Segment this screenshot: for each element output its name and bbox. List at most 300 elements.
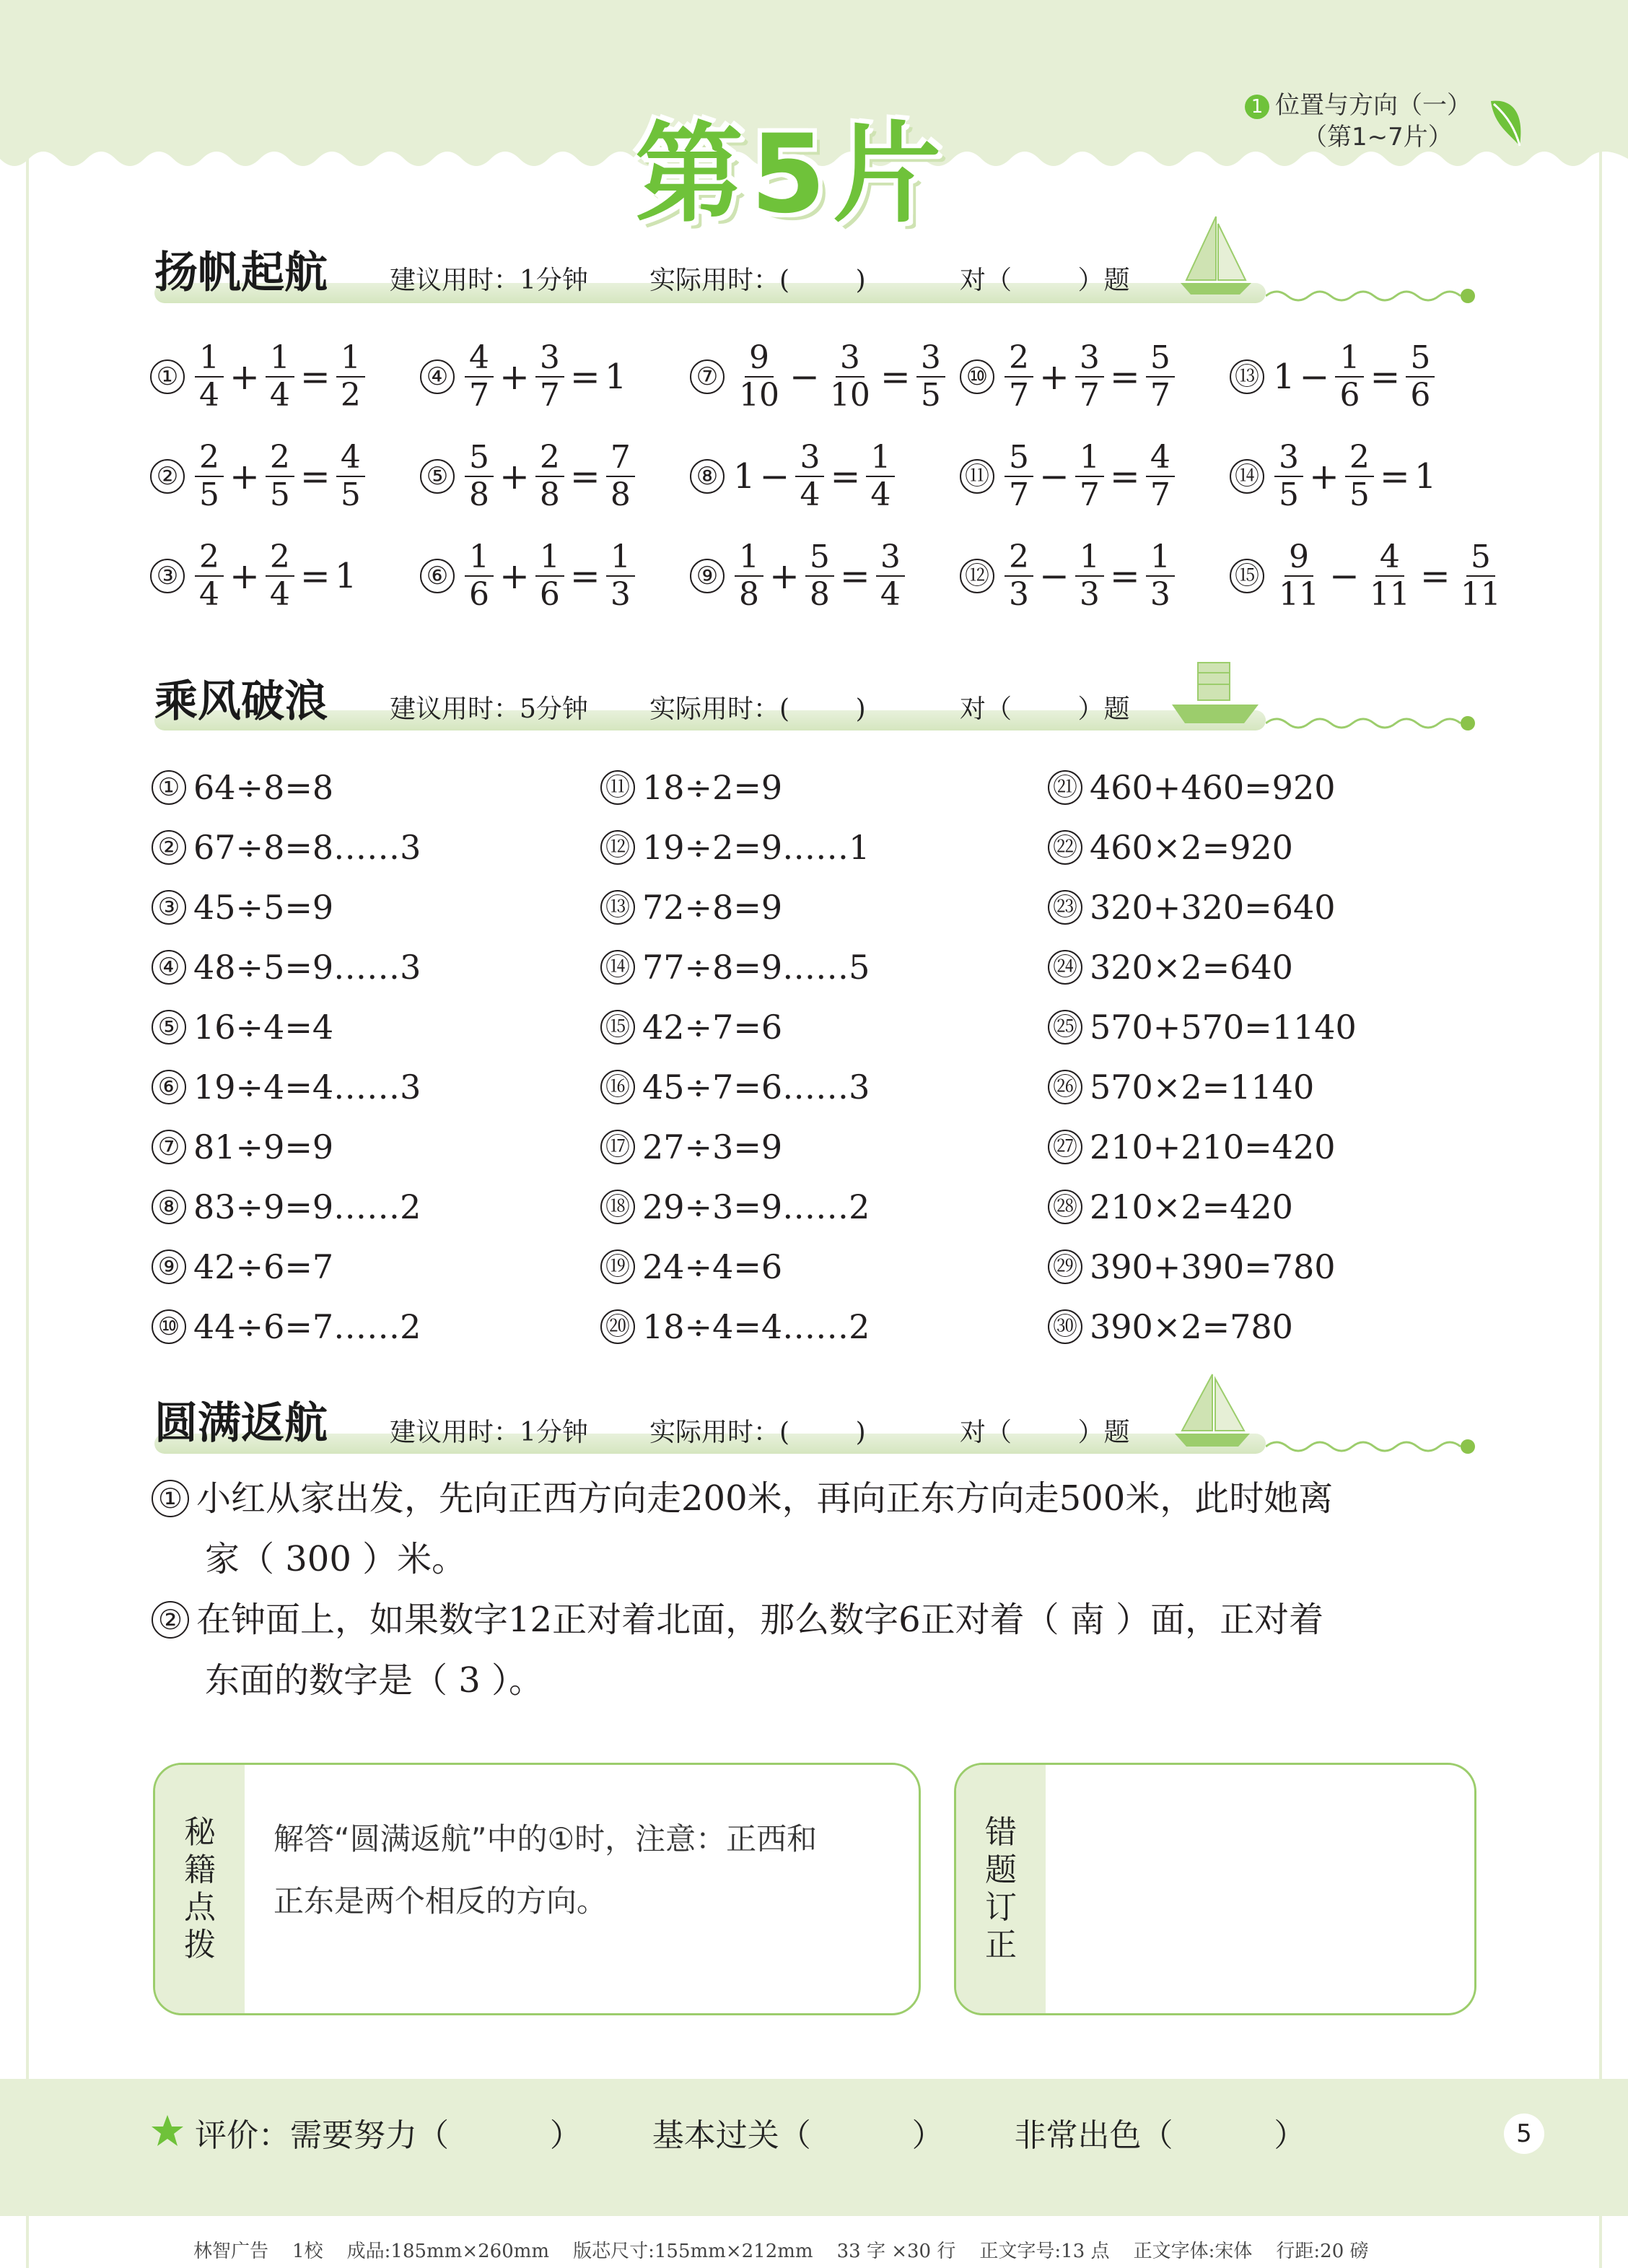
sailing-ship-icon <box>1169 657 1263 729</box>
problem-number: ⑪ <box>960 459 994 494</box>
denominator: 5 <box>340 476 361 513</box>
division-problem <box>152 1242 333 1292</box>
numerator: 7 <box>606 440 635 477</box>
denominator: 7 <box>1150 476 1170 513</box>
denominator: 4 <box>880 576 901 613</box>
problem-text: 570+570=1140 <box>1090 1008 1357 1047</box>
fraction <box>805 539 834 613</box>
sailboat-icon <box>1169 1371 1256 1451</box>
problem-number: ④ <box>152 950 186 985</box>
fraction <box>336 440 365 513</box>
word-problem-1 <box>152 1468 1479 1589</box>
integer: 1 <box>334 556 357 596</box>
fraction <box>1005 340 1033 414</box>
section-title: 扬帆起航 <box>154 248 328 298</box>
numerator: 4 <box>465 340 494 378</box>
fraction <box>535 440 564 513</box>
denominator: 7 <box>1150 377 1170 414</box>
numerator: 5 <box>1146 340 1175 378</box>
problem-number: ② <box>150 459 185 494</box>
division-problem <box>1048 1002 1357 1052</box>
operator: − <box>759 455 790 497</box>
fraction <box>1335 340 1364 414</box>
problem-text: 460×2=920 <box>1090 828 1293 867</box>
section-wave-line <box>1266 282 1482 310</box>
fraction <box>735 340 784 414</box>
operator: − <box>789 356 820 398</box>
problem-number: ⑮ <box>600 1010 635 1044</box>
correct-count: 对（ ）题 <box>960 1418 1130 1447</box>
star-icon <box>150 2114 185 2148</box>
numerator: 9 <box>745 340 774 378</box>
fraction <box>195 539 224 613</box>
division-problem <box>600 1301 870 1352</box>
numerator: 1 <box>266 340 294 378</box>
fraction <box>535 539 564 613</box>
correct-count: 对（ ）题 <box>960 694 1130 724</box>
denominator: 11 <box>1460 576 1501 613</box>
problem-text: 64÷8=8 <box>193 768 334 807</box>
correct-count: 对（ ）题 <box>960 266 1130 295</box>
fraction <box>606 440 635 513</box>
operator: = <box>569 555 600 597</box>
numerator: 1 <box>535 539 564 577</box>
problem-number: ⑪ <box>600 770 635 805</box>
problem-number: ⑥ <box>420 559 455 593</box>
suggested-time: 建议用时：1分钟 <box>390 266 588 295</box>
problem-text: 42÷6=7 <box>193 1247 334 1286</box>
denominator: 3 <box>1079 576 1100 613</box>
division-problem <box>152 1122 333 1172</box>
problem-number: ⑩ <box>960 359 994 394</box>
fraction-problem <box>1230 426 1437 527</box>
fraction-problem <box>420 426 638 527</box>
problem-number: ⑭ <box>600 950 635 985</box>
problem-number: ⑧ <box>152 1190 186 1224</box>
problem-number: ㉚ <box>1048 1309 1082 1344</box>
fraction <box>1075 340 1104 414</box>
numerator: 9 <box>1285 539 1313 577</box>
problem-text: 29÷3=9……2 <box>642 1187 870 1226</box>
numerator: 2 <box>195 440 224 477</box>
denominator: 7 <box>539 377 560 414</box>
problem-number: ⑨ <box>690 559 725 593</box>
numerator: 2 <box>535 440 564 477</box>
problem-number: ⑯ <box>600 1070 635 1104</box>
operator: + <box>229 555 260 597</box>
problem-number: ⑬ <box>600 890 635 925</box>
denominator: 6 <box>1410 377 1431 414</box>
numerator: 1 <box>336 340 365 378</box>
operator: = <box>1370 356 1401 398</box>
problem-number: ⑦ <box>152 1130 186 1164</box>
problem-number: ⑤ <box>420 459 455 494</box>
denominator: 5 <box>199 476 219 513</box>
problem-number: ⑫ <box>960 559 994 593</box>
fraction <box>866 440 895 513</box>
print-info: 林智广告 1校 成品:185mm×260mm 版芯尺寸:155mm×212mm 33 字 ×30 行 正文字号:13 点 正文字体:宋体 行距:20 磅 <box>193 2241 1369 2262</box>
problem-number: ⑨ <box>152 1249 186 1284</box>
denominator: 7 <box>469 377 489 414</box>
denominator: 8 <box>809 576 830 613</box>
denominator: 3 <box>610 576 631 613</box>
numerator: 4 <box>336 440 365 477</box>
denominator: 2 <box>340 377 361 414</box>
fraction <box>535 340 564 414</box>
operator: + <box>499 356 530 398</box>
problem-number: ㉖ <box>1048 1070 1082 1104</box>
operator: = <box>1109 455 1140 497</box>
problem-text: 210×2=420 <box>1090 1187 1293 1226</box>
problem-number: ⑩ <box>152 1309 186 1344</box>
fraction <box>465 340 494 414</box>
fraction <box>1274 440 1303 513</box>
operator: + <box>229 356 260 398</box>
operator: = <box>880 356 911 398</box>
numerator: 3 <box>1274 440 1303 477</box>
problem-number: ⑳ <box>600 1309 635 1344</box>
fraction-problem <box>690 326 948 427</box>
integer: 1 <box>1414 456 1437 497</box>
problem-number: ㉑ <box>1048 770 1082 805</box>
unit-number-badge: 1 <box>1245 95 1269 119</box>
problem-number: ㉕ <box>1048 1010 1082 1044</box>
denominator: 3 <box>1150 576 1170 613</box>
denominator: 11 <box>1279 576 1319 613</box>
division-problem <box>152 1301 421 1352</box>
fraction <box>465 539 494 613</box>
numerator: 2 <box>1345 440 1374 477</box>
section-title: 圆满返航 <box>154 1398 328 1449</box>
problem-text: 42÷7=6 <box>642 1008 783 1047</box>
operator: − <box>1039 555 1069 597</box>
fraction <box>1146 340 1175 414</box>
division-problem <box>1048 942 1293 993</box>
suggested-time: 建议用时：1分钟 <box>390 1418 588 1447</box>
numerator: 2 <box>1005 340 1033 378</box>
operator: = <box>1109 555 1140 597</box>
problem-text: 320+320=640 <box>1090 888 1336 927</box>
problem-number: ⑰ <box>600 1130 635 1164</box>
problem-text: 16÷4=4 <box>193 1008 334 1047</box>
fraction <box>1274 539 1323 613</box>
problem-number: ⑧ <box>690 459 725 494</box>
right-margin-line <box>1599 0 1602 2268</box>
problem-number: ㉙ <box>1048 1249 1082 1284</box>
division-problem <box>1048 822 1293 873</box>
fraction-problem <box>420 326 628 427</box>
numerator: 1 <box>606 539 635 577</box>
fraction <box>1005 539 1033 613</box>
problem-text: 19÷2=9……1 <box>642 828 870 867</box>
numerator: 3 <box>876 539 905 577</box>
numerator: 2 <box>266 539 294 577</box>
tip-text: 解答“圆满返航”中的①时，注意：正西和 <box>273 1821 818 1857</box>
fraction-problem <box>420 525 638 627</box>
evaluation-row: 评价：需要努力（ ） 基本过关（ ） 非常出色（ ） <box>195 2117 1306 2154</box>
tip-text: 正东是两个相反的方向。 <box>273 1883 608 1919</box>
numerator: 5 <box>805 539 834 577</box>
numerator: 1 <box>195 340 224 378</box>
left-margin-line <box>26 0 29 2268</box>
problem-text: 19÷4=4……3 <box>193 1068 421 1107</box>
numerator: 1 <box>1075 539 1104 577</box>
fraction-problems <box>150 326 1521 629</box>
denominator: 8 <box>610 476 631 513</box>
numerator: 2 <box>266 440 294 477</box>
problem-text: 东面的数字是（ 3 ）。 <box>205 1660 544 1701</box>
division-problem <box>152 762 333 813</box>
fraction <box>735 539 763 613</box>
operator: − <box>1329 555 1360 597</box>
denominator: 4 <box>800 476 820 513</box>
problem-number: ⑬ <box>1230 359 1264 394</box>
division-problem <box>600 1002 782 1052</box>
integer: 1 <box>1273 357 1295 397</box>
actual-time: 实际用时：( ) <box>649 1418 866 1447</box>
problem-text: 460+460=920 <box>1090 768 1336 807</box>
denominator: 5 <box>1279 476 1299 513</box>
fraction <box>1456 539 1505 613</box>
fraction-problem <box>690 525 908 627</box>
division-problem <box>600 1242 782 1292</box>
denominator: 5 <box>1349 476 1370 513</box>
division-problem <box>152 822 421 873</box>
fraction-problem <box>1230 326 1437 427</box>
denominator: 10 <box>829 377 870 414</box>
fraction <box>1146 440 1175 513</box>
division-problem <box>1048 1242 1336 1292</box>
fraction-problem <box>690 426 898 527</box>
problem-number: ⑫ <box>600 830 635 865</box>
problem-number: ⑮ <box>1230 559 1264 593</box>
problem-text: 18÷2=9 <box>642 768 783 807</box>
fraction <box>1146 539 1175 613</box>
page-title: 第5片 <box>635 112 949 237</box>
division-problem <box>600 882 782 933</box>
operator: = <box>299 455 331 497</box>
denominator: 4 <box>199 576 219 613</box>
fraction <box>1005 440 1033 513</box>
operator: + <box>229 455 260 497</box>
problem-text: 27÷3=9 <box>642 1128 783 1166</box>
numerator: 3 <box>1075 340 1104 378</box>
problem-number: ⑱ <box>600 1190 635 1224</box>
problem-number: ㉘ <box>1048 1190 1082 1224</box>
fraction <box>1075 539 1104 613</box>
problem-number: ④ <box>420 359 455 394</box>
denominator: 7 <box>1009 377 1029 414</box>
numerator: 3 <box>836 340 865 378</box>
problem-text: 45÷5=9 <box>193 888 334 927</box>
division-problem <box>600 822 870 873</box>
numerator: 5 <box>1466 539 1495 577</box>
denominator: 5 <box>269 476 290 513</box>
operator: = <box>1419 555 1450 597</box>
operator: + <box>1039 356 1069 398</box>
unit-range: （第1~7片） <box>1303 123 1453 152</box>
denominator: 4 <box>870 476 891 513</box>
fraction <box>1365 539 1414 613</box>
operator: = <box>299 555 331 597</box>
fraction-problem <box>150 326 368 427</box>
problem-number: ① <box>150 359 185 394</box>
mistake-correction-box[interactable] <box>954 1763 1476 2015</box>
denominator: 10 <box>739 377 779 414</box>
division-problem <box>152 1062 421 1112</box>
operator: = <box>569 356 600 398</box>
denominator: 7 <box>1009 476 1029 513</box>
problem-number: ⑥ <box>152 1070 186 1104</box>
division-problem <box>1048 1062 1314 1112</box>
problem-text: 77÷8=9……5 <box>642 948 870 987</box>
problem-text: 44÷6=7……2 <box>193 1307 421 1346</box>
division-problem <box>152 942 421 993</box>
problem-text: 390×2=780 <box>1090 1307 1293 1346</box>
division-problem <box>1048 1301 1293 1352</box>
tip-box-label: 秘籍点拨 <box>184 1814 216 1963</box>
problem-number: ⑦ <box>690 359 725 394</box>
suggested-time: 建议用时：5分钟 <box>390 694 588 724</box>
problem-text: 67÷8=8……3 <box>193 828 421 867</box>
problem-number: ㉗ <box>1048 1130 1082 1164</box>
fraction-problem <box>960 525 1178 627</box>
problem-number: ③ <box>150 559 185 593</box>
denominator: 4 <box>269 377 290 414</box>
problem-text: 小红从家出发，先向正西方向走200米，再向正东方向走500米，此时她离 <box>196 1478 1334 1519</box>
denominator: 11 <box>1369 576 1410 613</box>
problem-number: ① <box>152 1480 189 1517</box>
fraction-problem <box>960 426 1178 527</box>
numerator: 3 <box>795 440 824 477</box>
problem-number: ㉔ <box>1048 950 1082 985</box>
tip-box <box>153 1763 921 2015</box>
fraction <box>916 340 945 414</box>
division-problem <box>152 1002 333 1052</box>
division-problem <box>152 882 333 933</box>
problem-number: ③ <box>152 890 186 925</box>
problem-text: 320×2=640 <box>1090 948 1293 987</box>
fraction-problem <box>150 426 368 527</box>
problem-number: ㉒ <box>1048 830 1082 865</box>
fraction <box>1406 340 1435 414</box>
division-problem <box>1048 762 1336 813</box>
division-problem <box>600 942 870 993</box>
fraction-problem <box>960 326 1178 427</box>
fraction <box>266 440 294 513</box>
fraction <box>795 440 824 513</box>
division-problem <box>1048 882 1336 933</box>
section-title: 乘风破浪 <box>154 676 328 727</box>
numerator: 2 <box>195 539 224 577</box>
fraction <box>1345 440 1374 513</box>
fraction <box>826 340 875 414</box>
numerator: 1 <box>735 539 763 577</box>
problem-text: 83÷9=9……2 <box>193 1187 421 1226</box>
numerator: 1 <box>866 440 895 477</box>
fraction-problem <box>1230 525 1508 627</box>
fraction <box>266 539 294 613</box>
fraction <box>195 440 224 513</box>
denominator: 8 <box>539 476 560 513</box>
division-problem <box>600 1122 782 1172</box>
denominator: 6 <box>469 576 489 613</box>
problem-number: ⑲ <box>600 1249 635 1284</box>
denominator: 6 <box>1339 377 1360 414</box>
fraction <box>336 340 365 414</box>
fraction <box>606 539 635 613</box>
denominator: 7 <box>1079 377 1100 414</box>
unit-name: 位置与方向（一） <box>1275 91 1471 120</box>
operator: + <box>499 455 530 497</box>
fraction <box>465 440 494 513</box>
numerator: 3 <box>535 340 564 378</box>
problem-number: ⑭ <box>1230 459 1264 494</box>
actual-time: 实际用时：( ) <box>649 694 866 724</box>
mistake-writing-area[interactable] <box>1046 1765 1474 2013</box>
problem-text: 家（ 300 ）米。 <box>205 1539 467 1579</box>
unit-tag <box>1245 90 1471 153</box>
operator: = <box>569 455 600 497</box>
denominator: 8 <box>469 476 489 513</box>
numerator: 1 <box>1335 340 1364 378</box>
operator: = <box>1109 356 1140 398</box>
numerator: 1 <box>1075 440 1104 477</box>
numerator: 1 <box>465 539 494 577</box>
problem-text: 72÷8=9 <box>642 888 783 927</box>
operator: + <box>1309 455 1339 497</box>
operator: = <box>830 455 861 497</box>
division-problem <box>1048 1182 1293 1232</box>
operator: − <box>1299 356 1330 398</box>
operator: = <box>839 555 870 597</box>
numerator: 1 <box>1146 539 1175 577</box>
denominator: 5 <box>920 377 941 414</box>
problem-text: 18÷4=4……2 <box>642 1307 870 1346</box>
operator: + <box>499 555 530 597</box>
denominator: 4 <box>269 576 290 613</box>
problem-text: 在钟面上，如果数字12正对着北面，那么数字6正对着（ 南 ）面，正对着 <box>196 1600 1324 1640</box>
leaf-icon <box>1487 95 1527 150</box>
page-number: 5 <box>1504 2114 1544 2154</box>
problem-number: ① <box>152 770 186 805</box>
problem-number: ② <box>152 1601 189 1639</box>
numerator: 5 <box>465 440 494 477</box>
numerator: 5 <box>1005 440 1033 477</box>
problem-text: 81÷9=9 <box>193 1128 334 1166</box>
fraction <box>266 340 294 414</box>
division-problem <box>600 762 782 813</box>
numerator: 3 <box>916 340 945 378</box>
denominator: 3 <box>1009 576 1029 613</box>
numerator: 4 <box>1146 440 1175 477</box>
problem-text: 24÷4=6 <box>642 1247 783 1286</box>
numerator: 4 <box>1375 539 1404 577</box>
sailboat-icon <box>1176 214 1256 300</box>
problem-text: 45÷7=6……3 <box>642 1068 870 1107</box>
fraction-problem <box>150 525 358 627</box>
numerator: 5 <box>1406 340 1435 378</box>
fraction <box>195 340 224 414</box>
problem-text: 570×2=1140 <box>1090 1068 1315 1107</box>
division-problem <box>600 1062 870 1112</box>
section-wave-line <box>1266 709 1482 738</box>
problem-text: 48÷5=9……3 <box>193 948 421 987</box>
division-problem <box>600 1182 870 1232</box>
integer: 1 <box>604 357 627 397</box>
operator: + <box>769 555 800 597</box>
problem-text: 390+390=780 <box>1090 1247 1336 1286</box>
